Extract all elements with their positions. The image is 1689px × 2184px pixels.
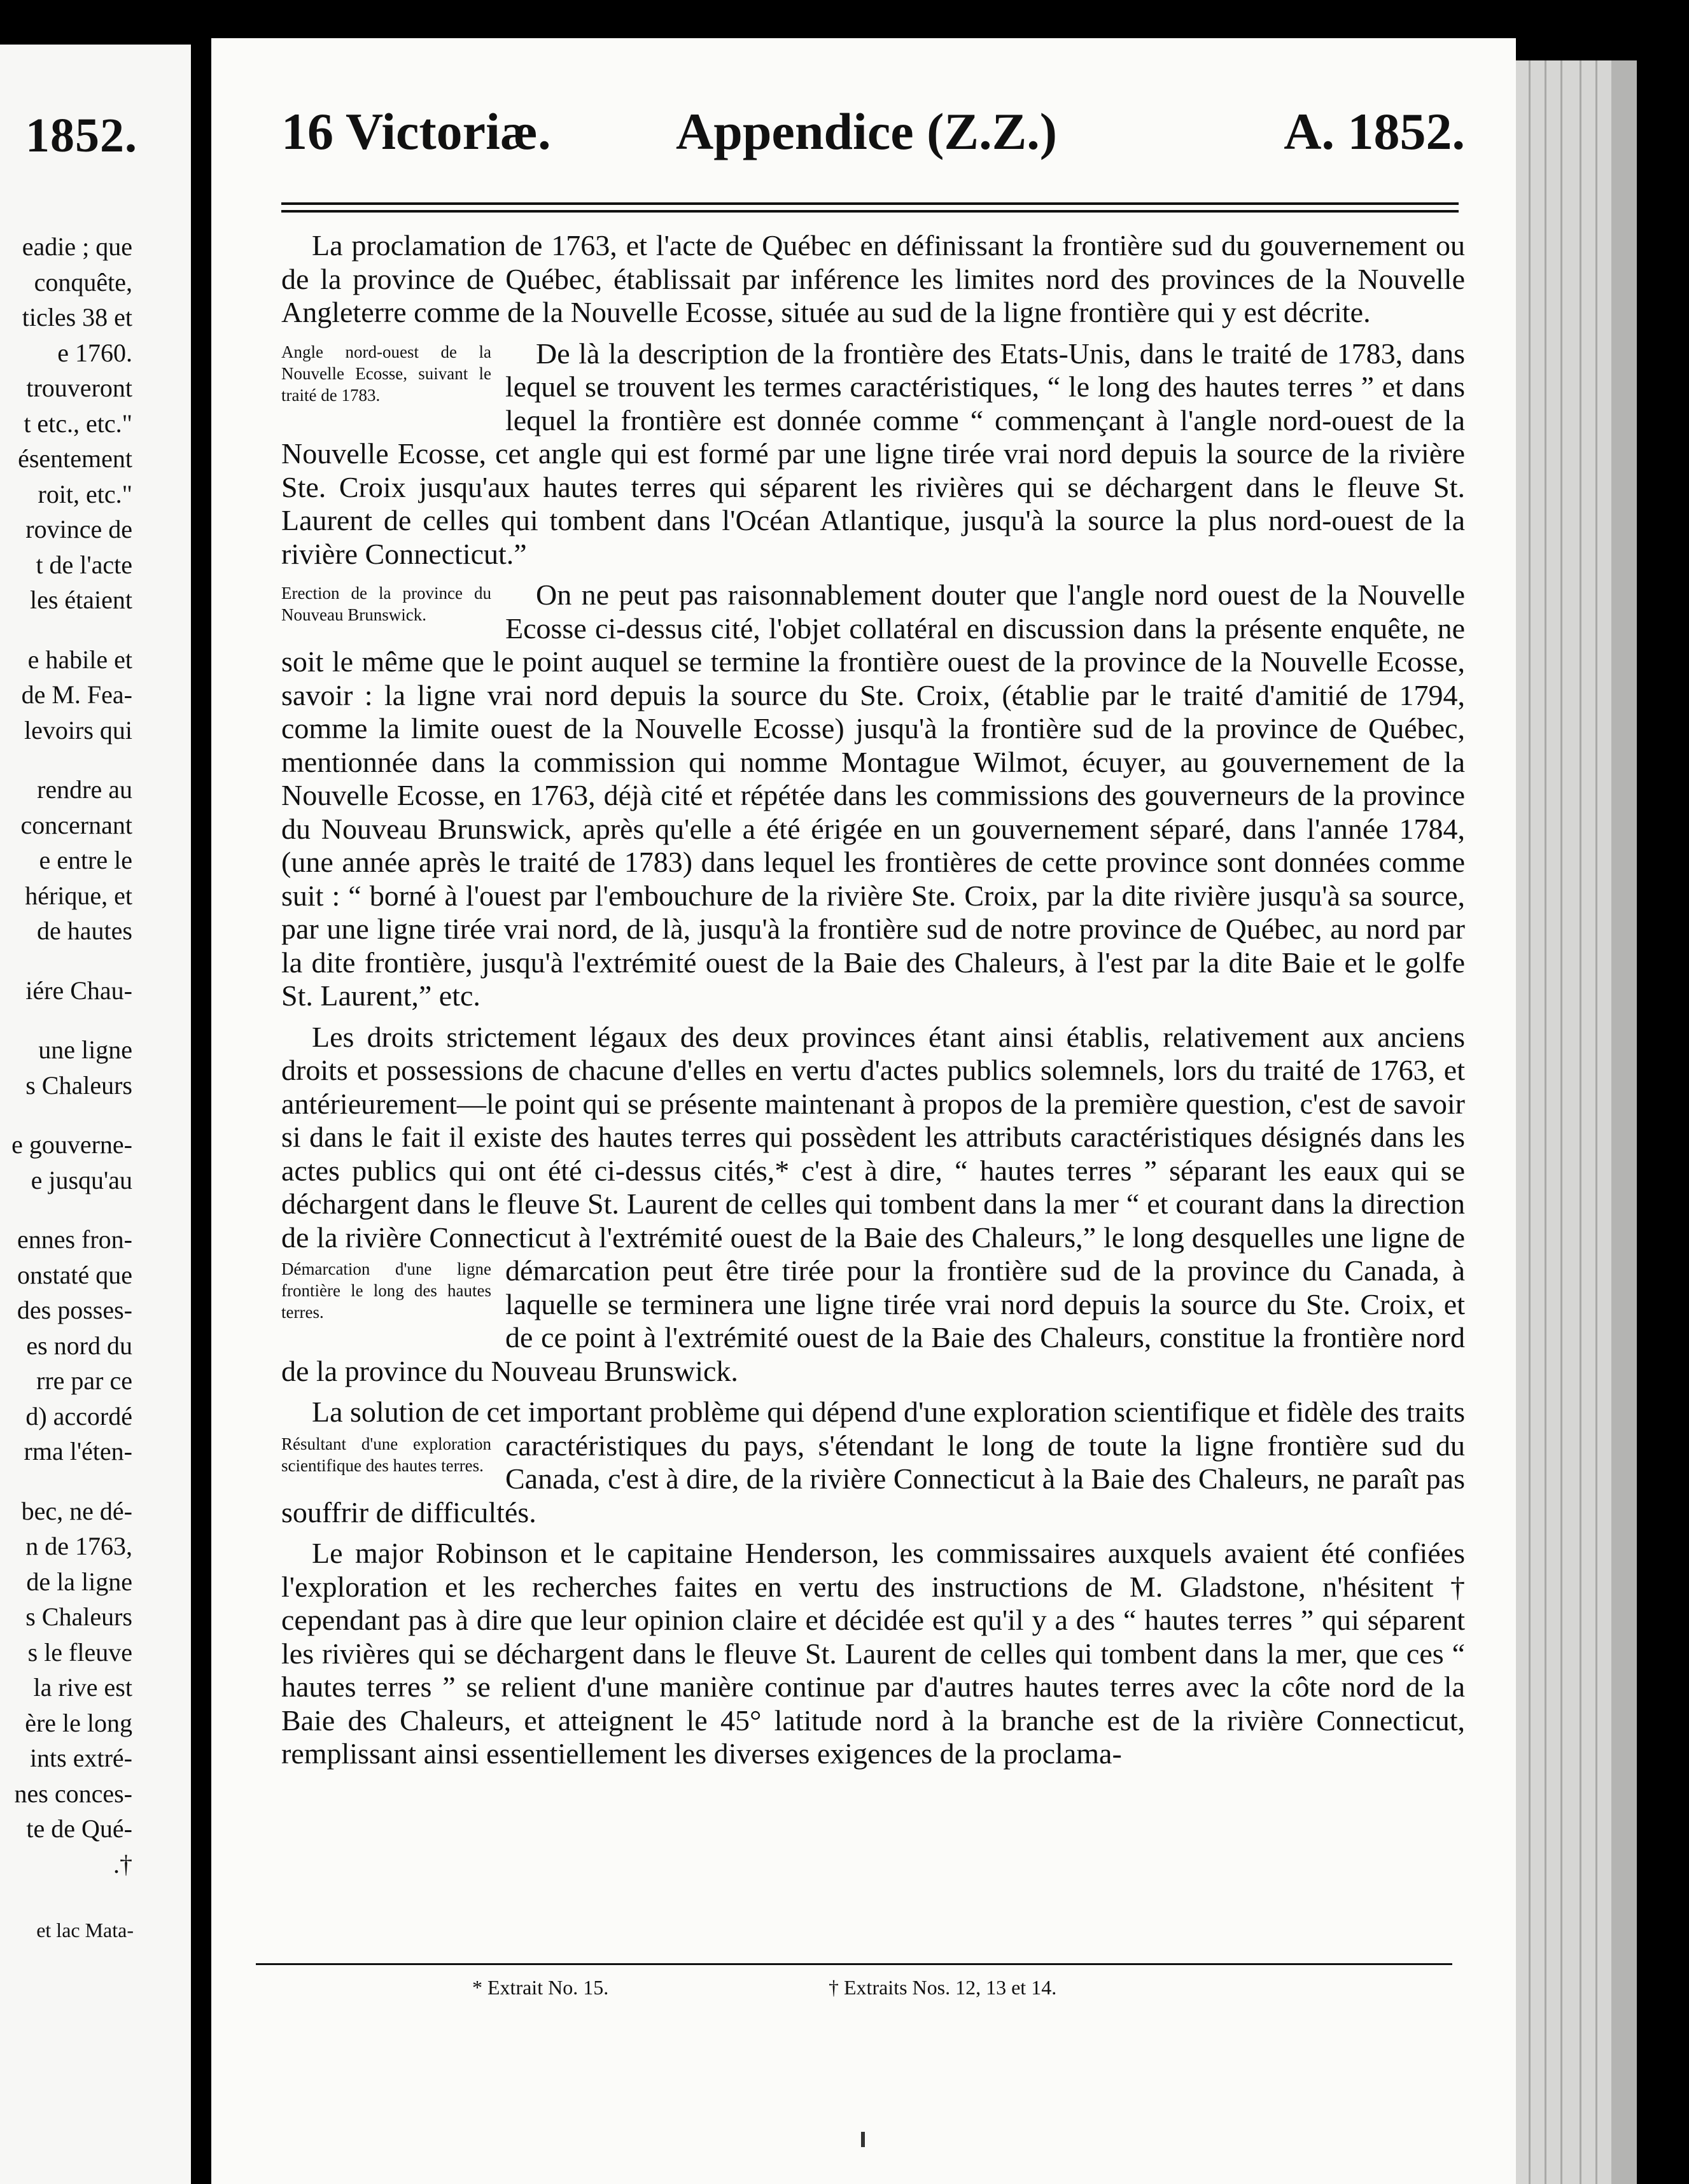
left-page-fragment: bec, ne dé- (21, 1496, 132, 1525)
left-page-fragment: les étaient (29, 585, 132, 614)
paragraph-6 (281, 1537, 1465, 1771)
body-text (281, 229, 1465, 1779)
left-page-fragment: s Chaleurs (25, 1602, 132, 1631)
left-page-fragment: d) accordé (25, 1401, 132, 1431)
left-page-fragment: e entre le (39, 846, 132, 874)
paragraph-2-lead: De là la description de la frontière des Etats-Unis, dans le traité de 1783, dans (536, 337, 1465, 370)
left-page-fragment: ère le long (25, 1708, 132, 1737)
left-page-fragment: hérique, et (25, 881, 132, 910)
paragraph-1 (281, 229, 1465, 330)
book-gutter (191, 0, 211, 2184)
left-page-fragment: e jusqu'au (31, 1165, 132, 1194)
left-page-fragment: ticles 38 et (22, 303, 132, 332)
left-page-fragment: te de Qué- (26, 1814, 132, 1843)
left-page-fragment: rma l'éten- (24, 1437, 132, 1466)
left-page-bottom-note: et lac Mata- (36, 1919, 134, 1942)
left-page-fragment: ésentement (18, 444, 132, 473)
paragraph-5 (281, 1396, 1465, 1529)
paragraph-3 (281, 578, 1465, 1013)
page-mark (861, 2132, 865, 2147)
footnote-rule (256, 1963, 1452, 1965)
header-regnal-year: 16 Victoriæ. (281, 102, 551, 160)
left-page-fragment: .† (113, 1849, 132, 1879)
document-page (211, 38, 1516, 2184)
left-page-fragment: e 1760. (57, 338, 132, 367)
left-page-fragment: une ligne (38, 1035, 132, 1064)
left-page-fragment: eadie ; que (22, 232, 132, 261)
left-page-fragment: s le fleuve (27, 1637, 132, 1667)
left-page-fragment: des posses- (17, 1296, 132, 1324)
header-rule-top (281, 202, 1459, 205)
left-page-fragment: de la ligne (26, 1567, 132, 1596)
left-page-fragment: ennes fron- (17, 1225, 132, 1254)
left-page-fragment: es nord du (26, 1331, 132, 1360)
left-page-fragment: la rive est (33, 1673, 132, 1702)
left-page-fragment: trouveront (26, 374, 132, 402)
header-rule-bottom (281, 210, 1459, 213)
left-page-fragment: rovince de (25, 515, 132, 543)
left-page-fragment: conquête, (34, 267, 132, 297)
footnote-dagger: † Extraits Nos. 12, 13 et 14. (829, 1976, 1057, 1999)
left-page-fragment: rre par ce (36, 1366, 132, 1395)
left-page-fragment: s Chaleurs (25, 1070, 132, 1100)
paragraph-2 (281, 337, 1465, 571)
left-page-fragment: t etc., etc." (24, 409, 132, 438)
left-page-fragment: concernant (20, 810, 132, 839)
left-page-fragment: ints extré- (29, 1744, 132, 1772)
left-page-fragment: de hautes (37, 916, 132, 945)
left-page-fragment: levoirs qui (24, 715, 132, 745)
left-page-fragment: t de l'acte (36, 550, 132, 579)
left-page (0, 45, 191, 2184)
left-page-fragment: de M. Fea- (21, 680, 132, 709)
margin-note-exploration: Résultant d'une exploration scientifique des hautes terres. (281, 1434, 491, 1475)
left-page-fragment: n de 1763, (25, 1532, 132, 1560)
paragraph-4-text: Les droits strictement légaux des deux provinces étant ainsi établis, relativement aux anciens droits et possessions de chacune d'elles en vertu d'actes publics solemnels, lors du traité de 1763, et antérieurement—le point qui se présente maintenant à propos de la première question, c'est de savoir si dans le fait il existe des hautes terres qui possèdent les attributs caractéristiques désignés dans les actes publics qui ont été ci-dessus cités,* c'est à dire, “ hautes terres ” séparant les eaux qui se déchargent dans le fleuve St. Laurent de celles qui tombent dans la mer “ et courant dans la direction de la rivière Connecticut à l'extrémité ouest de la Baie des Chaleurs,” le long desquelles une ligne de démarcation peut être tirée pour la frontière sud de (281, 1020, 1465, 1287)
paragraph-6-text: Le major Robinson et le capitaine Henderson, les commissaires auxquels avaient été confiées l'exploration et les recherches faites en vertu des instructions de M. Gladstone, n'hésitent † cependant pas à dire que leur opinion claire et décidée est qu'il y a des “ hautes terres ” qui séparent les rivières qui se déchargent dans le fleuve St. Laurent de celles qui tombent dans la mer, que ces “ hautes terres ” se relient d'une manière continue par d'autres hautes terres avec la côte nord de la Baie des Chaleurs, et atteignent le 45° latitude nord à la branche est de la rivière Connecticut, remplissant ainsi essentiellement les diverses exigences de la proclama- (281, 1537, 1465, 1770)
left-page-fragment: onstaté que (17, 1260, 132, 1289)
header-title: Appendice (Z.Z.) (676, 102, 1058, 160)
left-page-fragment: e gouverne- (11, 1130, 132, 1159)
left-page-fragment: nes conces- (14, 1779, 132, 1808)
page-header (281, 102, 1465, 165)
left-page-year: 1852. (25, 109, 137, 162)
margin-note-northwest-angle: Angle nord-ouest de la Nouvelle Ecosse, suivant le traité de 1783. (281, 342, 491, 405)
margin-note-new-brunswick: Erection de la province du Nouveau Brunswick. (281, 584, 491, 624)
left-page-fragment: e habile et (27, 645, 132, 674)
paragraph-5-text: fidèle des traits caractéristiques du pays, s'étendant le long de toute la ligne frontière sud du Canada, c'est à dire, de la rivière Connecticut à la Baie des Chaleurs, ne paraît pas souffrir de difficultés. (281, 1396, 1466, 1529)
paragraph-1-text: La proclamation de 1763, et l'acte de Québec en définissant la frontière sud du gouvernement ou de la province de Québec, établissait par inférence les limites nord des provinces de la Nouvelle Angleterre comme de la Nouvelle Ecosse, située au sud de la ligne frontière qui y est décrite. (281, 229, 1465, 328)
header-year: A. 1852. (1284, 102, 1465, 160)
paragraph-4-tail: la province du Canada, à laquelle se terminera une ligne tirée vrai nord depuis la source du Ste. Croix, et de ce point à l'extrémité ouest de la Baie des Chaleurs, constitue la frontière nord de la province du Nouveau Brunswick. (281, 1254, 1466, 1387)
left-page-fragment: rendre au (37, 775, 132, 804)
margin-note-demarcation: Démarcation d'une ligne frontière le long des hautes terres. (281, 1259, 491, 1322)
page-edges (1516, 60, 1637, 2184)
paragraph-4 (281, 1021, 1465, 1389)
left-page-fragment: iére Chau- (25, 976, 132, 1005)
paragraph-3-lead: On ne peut pas raisonnablement douter que l'angle nord ouest de la Nouvelle (536, 578, 1465, 611)
footnote-star: * Extrait No. 15. (472, 1976, 609, 1999)
left-page-fragment: roit, etc." (38, 479, 132, 508)
paragraph-5-lead: La solution de cet important problème qui dépend d'une exploration scientifique et (312, 1396, 1279, 1428)
paragraph-3-text: Ecosse ci-dessus cité, l'objet collatéral en discussion dans la présente enquête, ne soit le même que le point auquel se termine la frontière ouest de la province de la Nouvelle Ecosse, savoir : la ligne vrai nord depuis la source du Ste. Croix, (établie par le traité d'amitié de 1794, comme la limite ouest de la Nouvelle Ecosse) jusqu'à la frontière sud de la province de Québec, mentionnée dans la commission qui nomme Montague Wilmot, écuyer, au gouvernement de la Nouvelle Ecosse, en 1763, déjà cité et répétée dans les commissions des gouverneurs de la province du Nouveau Brunswick, après qu'elle a été érigée en un gouvernement séparé, dans l'année 1784, (une année après le traité de 1783) dans lequel les frontières de cette province sont données comme suit : “ borné à l'ouest par l'embouchure de la rivière Ste. Croix, par la dite rivière jusqu'à sa source, par une ligne tirée vrai nord, de là, jusqu'à la frontière sud de notre province de Québec, au nord par la dite frontière, jusqu'à l'extrémité ouest de la Baie des Chaleurs, à l'est par la dite Baie et le golfe St. Laurent,” etc. (281, 612, 1465, 1012)
paragraph-2-text: lequel se trouvent les termes caractéristiques, “ le long des hautes terres ” et dans lequel la frontière est donnée comme “ commençant à l'angle nord-ouest de la Nouvelle Ecosse, cet angle qui est formé par une ligne tirée vrai nord depuis la source de la rivière Ste. Croix jusqu'aux hautes terres qui séparent les rivières qui se déchargent dans le fleuve St. Laurent de celles qui tombent dans l'Océan Atlantique, jusqu'à la source la plus nord-ouest de la rivière Connecticut.” (281, 370, 1465, 570)
